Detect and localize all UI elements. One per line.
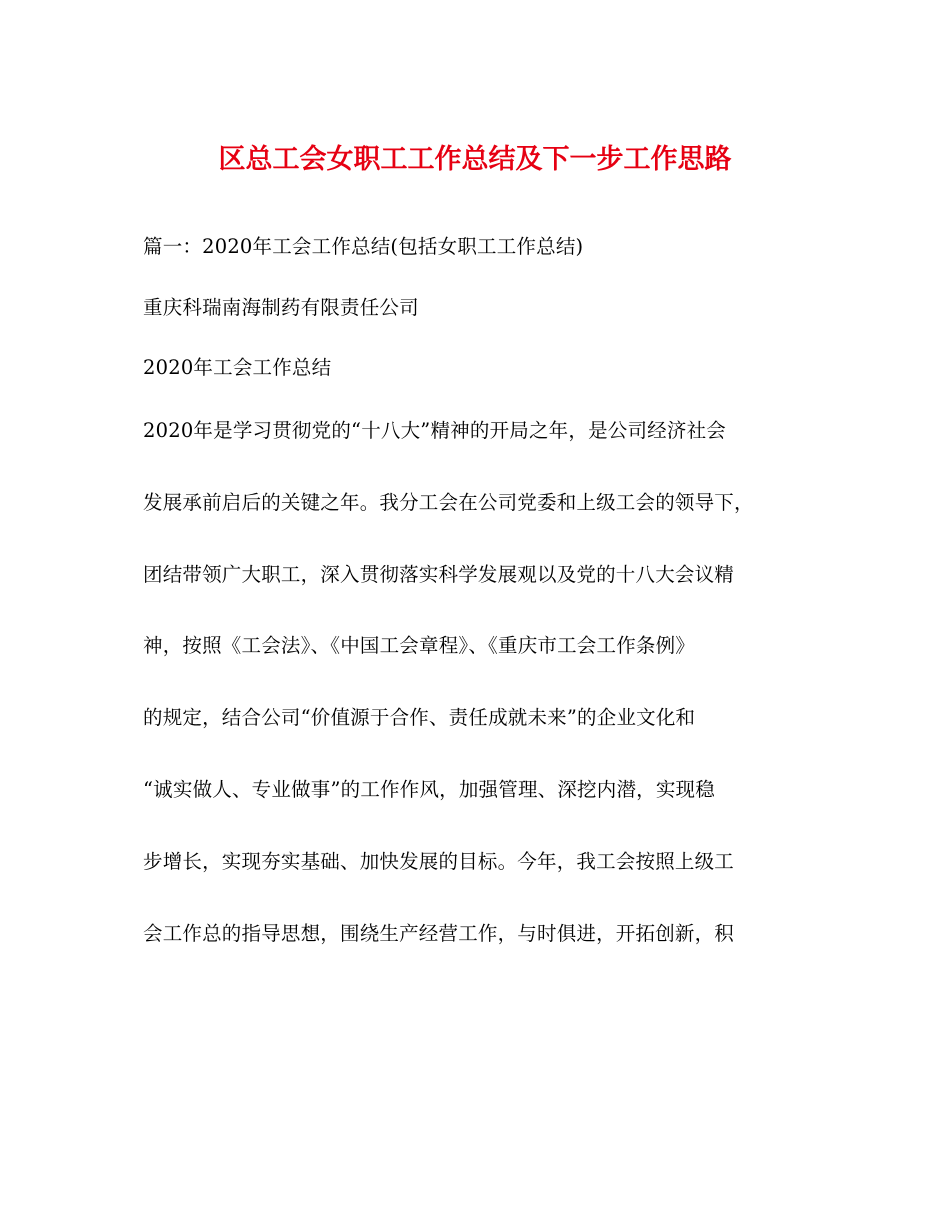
subsection-heading: 2020年工会工作总结 <box>143 356 332 379</box>
paragraph-line: 团结带领广大职工，深入贯彻落实科学发展观以及党的十八大会议精 <box>143 563 735 586</box>
paragraph-line: 发展承前启后的关键之年。我分工会在公司党委和上级工会的领导下， <box>143 491 754 514</box>
paragraph-line: 步增长，实现夯实基础、加快发展的目标。今年，我工会按照上级工 <box>143 850 735 873</box>
company-name: 重庆科瑞南海制药有限责任公司 <box>143 296 419 319</box>
paragraph-line: 神，按照《工会法》、《中国工会章程》、《重庆市工会工作条例》 <box>143 634 696 657</box>
document-title: 区总工会女职工工作总结及下一步工作思路 <box>218 144 732 175</box>
paragraph-line: 会工作总的指导思想，围绕生产经营工作，与时俱进，开拓创新，积 <box>143 922 735 945</box>
section-heading: 篇一：2020年工会工作总结(包括女职工工作总结) <box>143 235 584 258</box>
paragraph-line: 2020年是学习贯彻党的“十八大”精神的开局之年，是公司经济社会 <box>143 419 726 442</box>
paragraph-line: 的规定，结合公司“价值源于合作、责任成就未来”的企业文化和 <box>143 706 696 729</box>
paragraph-line: “诚实做人、专业做事”的工作作风，加强管理、深挖内潜，实现稳 <box>143 778 715 801</box>
